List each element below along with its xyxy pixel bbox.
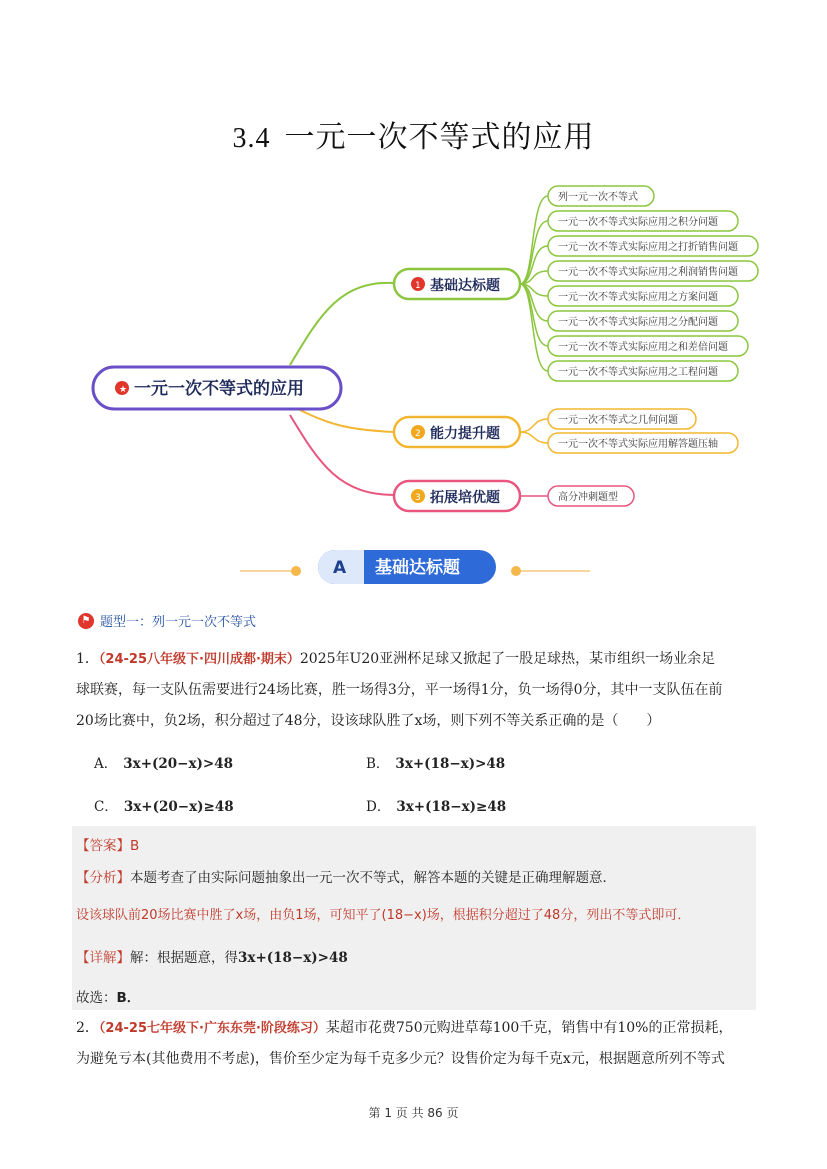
question-2-line-1: 2．（24-25七年级下·广东东莞·阶段练习）某超市花费750元购进草莓100千克，销售中有10%的正常损耗， [76, 1020, 733, 1036]
branch-label-1: 基础达标题 [430, 278, 500, 294]
page-title [0, 112, 827, 156]
leaf-3-1: 高分冲刺题型 [558, 492, 618, 503]
leaf-1-6: 一元一次不等式实际应用之分配问题 [558, 317, 718, 328]
branch-label-2: 能力提升题 [430, 426, 500, 442]
question-1-line-3: 20场比赛中，负2场，积分超过了48分，设该球队胜了x场，则下列不等关系正确的是（ ） [76, 713, 661, 729]
question-1 [76, 644, 756, 737]
question-type-label: 题型一：列一元一次不等式 [100, 615, 257, 630]
mind-map [0, 175, 827, 525]
root-label: 一元一次不等式的应用 [134, 379, 304, 399]
leaf-2-2: 一元一次不等式实际应用解答题压轴 [558, 439, 718, 450]
connector-branch-1 [290, 283, 395, 365]
branch-1-leaves [548, 186, 758, 381]
connector-branch-2 [300, 410, 395, 432]
question-2-line-2: 为避免亏本(其他费用不考虑)，售价至少定为每千克多少元？设售价定为每千克x元，根据题意所列不等式 [76, 1051, 725, 1067]
analysis-red-line: 设该球队前20场比赛中胜了x场，由负1场，可知平了(18−x)场，根据积分超过了48分，列出不等式即可． [76, 908, 691, 923]
detail-line: 【详解】解：根据题意，得3x+(18−x)>48 [76, 950, 348, 966]
option-c: C． 3x+(20−x)≥48 [94, 799, 234, 815]
question-1-line-1: 1．（24-25八年级下·四川成都·期末）2025年U20亚洲杯足球又掀起了一股足球热，某市组织一场业余足 [76, 651, 716, 667]
leaf-1-2: 一元一次不等式实际应用之积分问题 [558, 217, 718, 228]
analysis-line: 【分析】本题考查了由实际问题抽象出一元一次不等式，解答本题的关键是正确理解题意． [76, 870, 616, 886]
leaf-1-4: 一元一次不等式实际应用之利润销售问题 [558, 267, 738, 278]
svg-text:1: 1 [415, 281, 421, 291]
question-1-line-2: 球联赛，每一支队伍需要进行24场比赛，胜一场得3分，平一场得1分，负一场得0分，其中一支队伍在前 [76, 682, 723, 698]
title-text: 一元一次不等式的应用 [284, 121, 595, 154]
question-2-source: （24-25七年级下·广东东莞·阶段练习） [98, 1021, 326, 1036]
leaf-1-8: 一元一次不等式实际应用之工程问题 [558, 367, 718, 378]
option-d: D． 3x+(18−x)≥48 [366, 799, 507, 815]
branch-2-leaves [548, 409, 738, 453]
branch-node-1 [394, 269, 520, 299]
flag-icon: ⚑ [78, 613, 94, 629]
question-type-heading [78, 611, 256, 630]
leaf-2-1: 一元一次不等式之几何问题 [558, 415, 678, 426]
question-2 [76, 1013, 756, 1075]
page-footer: 第 1 页 共 86 页 [368, 1106, 459, 1120]
branch-3-leaves [548, 486, 634, 506]
branch-label-3: 拓展培优题 [430, 490, 500, 506]
answer-line: 【答案】B [76, 838, 140, 854]
svg-text:★: ★ [119, 385, 128, 395]
option-a: A． 3x+(20−x)>48 [94, 756, 234, 772]
branch-1-connectors [520, 196, 548, 371]
choose-line: 故选：B． [76, 990, 141, 1006]
banner-text: 基础达标题 [375, 558, 460, 578]
option-b: B． 3x+(18−x)>48 [366, 756, 506, 772]
branch-2-connectors [520, 419, 548, 443]
svg-text:3: 3 [415, 493, 421, 503]
answer-value: B [130, 838, 140, 854]
leaf-1-3: 一元一次不等式实际应用之打折销售问题 [558, 242, 738, 253]
root-node [93, 367, 341, 409]
section-banner [230, 548, 600, 586]
branch-node-2 [394, 417, 520, 447]
banner-letter: A [333, 558, 347, 578]
leaf-1-1: 列一元一次不等式 [558, 192, 638, 203]
section-number: 3.4 [232, 123, 271, 154]
question-1-source: （24-25八年级下·四川成都·期末） [98, 652, 300, 667]
leaf-1-5: 一元一次不等式实际应用之方案问题 [558, 292, 718, 303]
leaf-1-7: 一元一次不等式实际应用之和差倍问题 [558, 342, 728, 353]
svg-text:2: 2 [415, 429, 421, 439]
branch-node-3 [394, 481, 520, 511]
